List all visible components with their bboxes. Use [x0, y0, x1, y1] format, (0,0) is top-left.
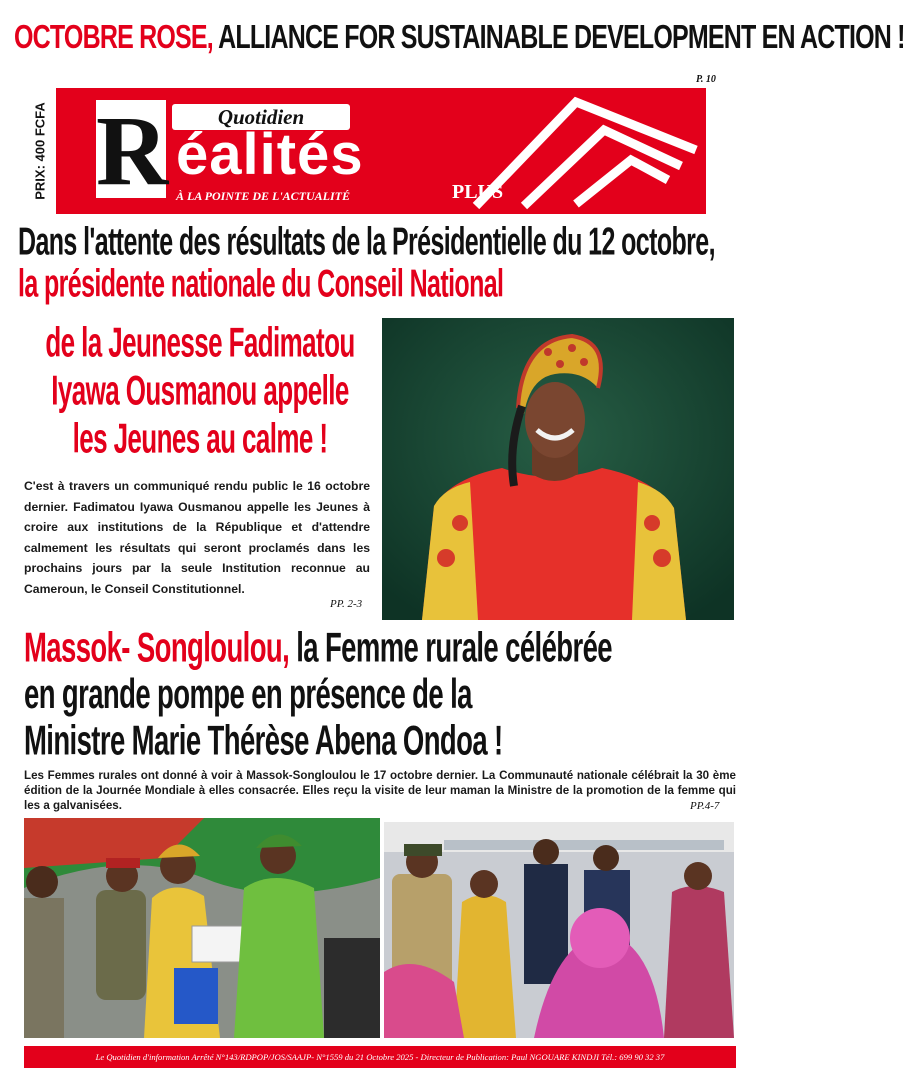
ceremony-photo-right	[384, 822, 734, 1038]
second-headline-line-3: Ministre Marie Thérèse Abena Ondoa !	[24, 717, 503, 764]
portrait-illustration	[382, 318, 734, 620]
second-headline-black-1: la Femme rurale célébrée	[296, 624, 612, 671]
lead-page-ref: PP. 2-3	[330, 598, 363, 610]
lead-headline-black: Dans l'attente des résultats de la Présidentielle du 12 octobre,	[18, 220, 715, 264]
price-label	[28, 90, 52, 212]
logo-letter: R	[96, 95, 169, 206]
ceremony-illustration-right	[384, 822, 734, 1038]
banner-page-ref: P. 10	[696, 74, 716, 85]
banner-headline-black: ALLIANCE FOR SUSTAINABLE DEVELOPMENT EN ACTION !	[218, 18, 905, 56]
second-headline-line-1	[24, 624, 736, 671]
second-page-ref: PP.4-7	[690, 800, 720, 812]
price-text: PRIX: 400 FCFA	[32, 102, 48, 200]
logo-slogan: À LA POINTE DE L'ACTUALITÉ	[176, 189, 351, 203]
lead-headline-line-3: Iyawa Ousmanou appelle	[51, 366, 349, 414]
lead-headline-line-2: de la Jeunesse Fadimatou	[45, 318, 355, 366]
banner-headline	[14, 10, 905, 91]
logo-plus: PLUS	[452, 181, 504, 203]
portrait-photo	[382, 318, 734, 620]
second-body-text: Les Femmes rurales ont donné à voir à Massok-Songloulou le 17 octobre dernier. La Communauté nationale célébrait la 30 ème édition de la Journée Mondiale à elles consacrée. Elles reçu la visite de leur maman la Ministre de la promotion de la femme qui les a galvanisées.	[24, 769, 736, 812]
second-headline-line-2: en grande pompe en présence de la	[24, 670, 472, 717]
logo-quotidien: Quotidien	[172, 104, 350, 130]
ceremony-photo-left	[24, 818, 380, 1038]
second-headline-red: Massok- Songloulou,	[24, 624, 290, 671]
lead-headline-line-4: les Jeunes au calme !	[72, 414, 328, 462]
footer-bar: Le Quotidien d'information Arrêté N°143/RDPOP/JOS/SAAJP- N°1559 du 21 Octobre 2025 - Directeur de Publication: Paul NGOUARE KINDJI Tél.: 699 90 32 37	[24, 1046, 736, 1068]
banner-headline-red: OCTOBRE ROSE,	[14, 18, 213, 56]
lead-headline-red: la présidente nationale du Conseil National	[18, 262, 504, 306]
ceremony-illustration-left	[24, 818, 380, 1038]
lead-body-text: C'est à travers un communiqué rendu public le 16 octobre dernier. Fadimatou Iyawa Ousmanou appelle les Jeunes à croire aux institutions de la République et d'attendre calmement les résultats qui seront proclamés dans les prochains jours par la seule Institution reconnue au Cameroun, le Conseil Constitutionnel.	[24, 479, 370, 596]
logo-name: éalités	[176, 122, 364, 187]
